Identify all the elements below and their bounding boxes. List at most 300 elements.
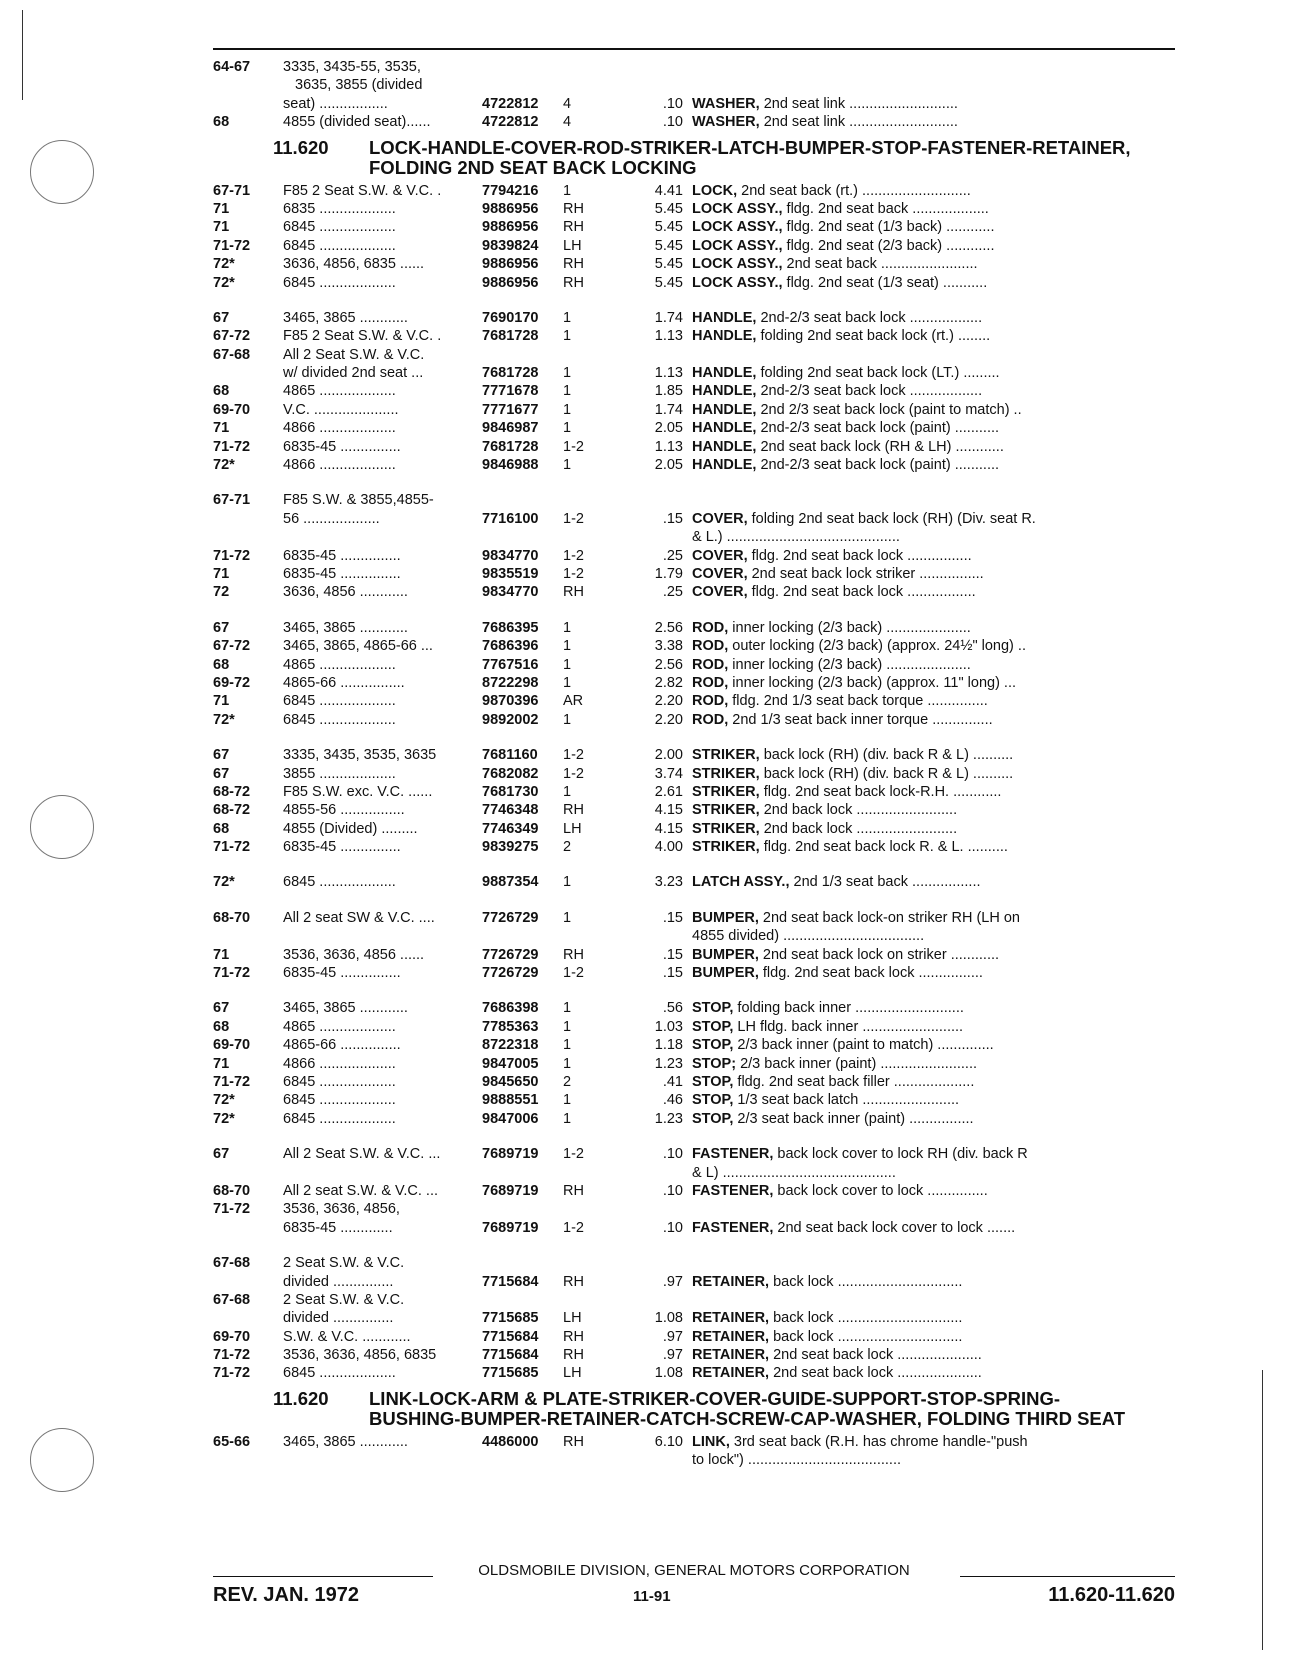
year-range: 67-72: [213, 638, 251, 655]
parts-row: [213, 113, 1175, 131]
quantity: 1: [563, 1110, 572, 1127]
part-number: 7746348: [482, 802, 539, 819]
parts-row: [213, 438, 1175, 456]
year-range: 68: [213, 383, 230, 400]
model-numbers: All 2 Seat S.W. & V.C. ...: [283, 1146, 441, 1163]
year-range: 67: [213, 309, 230, 326]
quantity: 1-2: [563, 965, 584, 982]
part-name: ROD,: [692, 638, 729, 655]
year-range: 71-72: [213, 1365, 251, 1382]
part-description: [692, 327, 1178, 345]
part-name: HANDLE,: [692, 457, 757, 474]
part-number: 9886956: [482, 200, 539, 217]
model-numbers: 4866 ...................: [283, 457, 396, 474]
year-range: 68-72: [213, 802, 251, 819]
model-numbers: All 2 Seat S.W. & V.C.: [283, 346, 425, 363]
part-number: 8722298: [482, 674, 539, 691]
price: 2.56: [654, 656, 683, 673]
part-number: 9834770: [482, 547, 539, 564]
part-description-text: fldg. 2nd 1/3 seat back torque ...............: [728, 693, 988, 710]
price: 5.45: [654, 237, 683, 254]
part-description: [692, 1073, 1178, 1091]
model-numbers: 6835-45 .............: [283, 1219, 393, 1236]
quantity: 1: [563, 674, 572, 691]
part-number: 7686398: [482, 1000, 539, 1017]
part-name: STRIKER,: [692, 747, 760, 764]
part-description: [692, 255, 1178, 273]
model-numbers: 4865 ...................: [283, 383, 396, 400]
year-range: 67: [213, 1146, 230, 1163]
quantity: 1: [563, 182, 572, 199]
part-description: [692, 946, 1178, 964]
quantity: 4: [563, 95, 572, 112]
model-numbers: 6845 ...................: [283, 237, 396, 254]
part-description: [692, 765, 1178, 783]
price: 1.85: [654, 383, 683, 400]
part-description-text: 2nd seat link ...........................: [759, 95, 958, 112]
part-description-text: fldg. 2nd seat (1/3 back) ............: [782, 219, 995, 236]
parts-row: [213, 565, 1175, 583]
part-description: [692, 1164, 1178, 1182]
part-description: [692, 401, 1178, 419]
part-name: FASTENER,: [692, 1146, 774, 1163]
part-number: 7690170: [482, 309, 539, 326]
price: 4.41: [654, 182, 683, 199]
footer-bottom: [213, 1584, 1175, 1612]
parts-row: [213, 58, 1175, 95]
model-numbers: 4866 ...................: [283, 420, 396, 437]
year-range: 64-67: [213, 59, 251, 75]
part-name: LINK,: [692, 1433, 730, 1450]
price: .10: [662, 114, 683, 131]
part-description-text: fldg. 2nd seat back ...................: [782, 200, 989, 217]
year-range: 69-70: [213, 1037, 251, 1054]
part-description-text: back lock ...............................: [769, 1273, 963, 1290]
model-numbers: V.C. .....................: [283, 401, 399, 418]
parts-row: [213, 237, 1175, 255]
quantity: 4: [563, 114, 572, 131]
part-number: 7726729: [482, 946, 539, 963]
parts-row: [213, 909, 1175, 927]
part-name: RETAINER,: [692, 1310, 770, 1327]
part-description: [692, 746, 1178, 764]
scan-edge-line-left: [22, 10, 23, 100]
price: 1.08: [654, 1365, 683, 1382]
group-spacer: [213, 1128, 1175, 1145]
top-rule: [213, 48, 1175, 50]
price: .25: [662, 584, 683, 601]
price: 4.15: [654, 802, 683, 819]
year-range: 72*: [213, 1092, 235, 1109]
binder-hole-middle: [30, 795, 94, 859]
quantity: RH: [563, 256, 584, 273]
part-name: LOCK,: [692, 182, 738, 199]
part-name: STRIKER,: [692, 783, 760, 800]
group-spacer: [213, 1237, 1175, 1254]
part-name: HANDLE,: [692, 383, 757, 400]
price: .10: [662, 95, 683, 112]
part-number: 9835519: [482, 566, 539, 582]
part-description: [692, 783, 1178, 801]
part-description: [692, 274, 1178, 292]
price: 1.23: [654, 1110, 683, 1127]
parts-row: [213, 674, 1175, 692]
quantity: 1: [563, 401, 572, 418]
parts-row: [213, 95, 1175, 113]
parts-row: [213, 382, 1175, 400]
part-number: 7689719: [482, 1219, 539, 1236]
parts-row: [213, 927, 1175, 945]
parts-row: [213, 1433, 1175, 1451]
part-description: [692, 999, 1178, 1017]
part-number: 9887354: [482, 874, 539, 891]
part-description-text: fldg. 2nd seat back lock-R.H. ............: [759, 783, 1002, 800]
part-name: BUMPER,: [692, 965, 759, 982]
part-description-text: folding back inner ...........................: [733, 1000, 964, 1017]
year-range: 71: [213, 566, 230, 582]
parts-row: [213, 1073, 1175, 1091]
quantity: 1: [563, 638, 572, 655]
part-description-text: & L) ...........................................: [692, 1164, 896, 1181]
part-description-text: folding 2nd seat back lock (RH) (Div. seat R.: [747, 510, 1036, 527]
year-range: 72: [213, 584, 230, 601]
group-spacer: [213, 602, 1175, 619]
price: .10: [662, 1146, 683, 1163]
division-line: [213, 1562, 1175, 1582]
year-range: 69-72: [213, 674, 251, 691]
parts-row: [213, 619, 1175, 637]
parts-row: [213, 873, 1175, 891]
parts-row: [213, 528, 1175, 546]
part-name: STOP,: [692, 1018, 734, 1035]
price: 4.15: [654, 820, 683, 837]
part-number: 9839275: [482, 839, 539, 856]
part-description-text: 2nd seat link ...........................: [759, 114, 958, 131]
model-numbers: 4855-56 ................: [283, 802, 405, 819]
part-description-text: inner locking (2/3 back) .....................: [728, 656, 971, 673]
parts-row: [213, 1346, 1175, 1364]
part-description-text: 2nd seat back lock .....................: [769, 1365, 982, 1382]
part-description: [692, 1364, 1178, 1382]
model-numbers: 4866 ...................: [283, 1055, 396, 1072]
part-description: [692, 95, 1178, 113]
quantity: RH: [563, 1182, 584, 1199]
part-name: STRIKER,: [692, 820, 760, 837]
year-range: 72*: [213, 1110, 235, 1127]
parts-row: [213, 1273, 1175, 1291]
part-name: WASHER,: [692, 114, 760, 131]
quantity: RH: [563, 1273, 584, 1290]
model-numbers: 3465, 3865 ............: [283, 1000, 408, 1017]
part-name: RETAINER,: [692, 1273, 770, 1290]
part-name: HANDLE,: [692, 309, 757, 326]
part-description-text: 2nd seat back lock striker ................: [747, 566, 984, 582]
parts-row: [213, 1164, 1175, 1182]
part-description-text: inner locking (2/3 back) (approx. 11" long) ...: [728, 674, 1017, 691]
quantity: 1-2: [563, 566, 584, 582]
parts-row: [213, 1018, 1175, 1036]
price: 4.00: [654, 839, 683, 856]
part-number: 7715684: [482, 1273, 539, 1290]
part-description: [692, 510, 1178, 528]
year-range: 71-72: [213, 965, 251, 982]
year-range: 72*: [213, 874, 235, 891]
model-numbers: F85 2 Seat S.W. & V.C. .: [283, 328, 442, 345]
part-description-text: 2/3 seat back inner (paint) ................: [733, 1110, 974, 1127]
part-description-text: 1/3 seat back latch ........................: [733, 1092, 960, 1109]
parts-row: [213, 346, 1175, 364]
part-description: [692, 113, 1178, 131]
binder-hole-bottom: [30, 1428, 94, 1492]
quantity: LH: [563, 237, 582, 254]
year-range: 68-72: [213, 783, 251, 800]
part-description: [692, 1182, 1178, 1200]
year-range: 72*: [213, 711, 235, 728]
year-range: 67-71: [213, 492, 251, 509]
footer-rule-left: [213, 1576, 433, 1577]
price: 5.45: [654, 200, 683, 217]
model-numbers: 6845 ...................: [283, 1110, 396, 1127]
quantity: 1: [563, 1037, 572, 1054]
quantity: 1: [563, 619, 572, 636]
model-numbers: 3465, 3865 ............: [283, 309, 408, 326]
parts-row: [213, 327, 1175, 345]
part-description: [692, 1036, 1178, 1054]
year-range: 68-70: [213, 1182, 251, 1199]
parts-row: [213, 1364, 1175, 1382]
part-description: [692, 873, 1178, 891]
parts-row: [213, 364, 1175, 382]
model-numbers: 3636, 4856, 6835 ......: [283, 256, 425, 273]
part-description: [692, 547, 1178, 565]
model-numbers: 3855 ...................: [283, 765, 396, 782]
model-numbers: 4865 ...................: [283, 656, 396, 673]
quantity: RH: [563, 219, 584, 236]
part-description: [692, 820, 1178, 838]
part-description: [692, 1145, 1178, 1163]
footer-rule-right: [960, 1576, 1175, 1577]
model-numbers: 3465, 3865, 4865-66 ...: [283, 638, 433, 655]
part-description-text: fldg. 2nd seat (1/3 seat) ...........: [782, 274, 988, 291]
part-number: 7686396: [482, 638, 539, 655]
part-name: WASHER,: [692, 95, 760, 112]
model-numbers: All 2 seat SW & V.C. ....: [283, 909, 435, 926]
model-numbers: divided ...............: [283, 1273, 394, 1290]
part-name: ROD,: [692, 693, 729, 710]
quantity: 1-2: [563, 765, 584, 782]
group-spacer: [213, 856, 1175, 873]
part-number: 7686395: [482, 619, 539, 636]
year-range: 71: [213, 200, 230, 217]
model-numbers: seat) .................: [283, 95, 388, 112]
part-description-text: back lock ...............................: [769, 1328, 963, 1345]
model-numbers: 6835 ...................: [283, 200, 396, 217]
price: 2.00: [654, 747, 683, 764]
part-name: COVER,: [692, 566, 748, 582]
year-range: 67: [213, 747, 230, 764]
parts-row: [213, 1451, 1175, 1469]
parts-row: [213, 999, 1175, 1017]
parts-row: [213, 491, 1175, 509]
price: 1.13: [654, 328, 683, 345]
part-number: 7726729: [482, 909, 539, 926]
part-description-text: 3rd seat back (R.H. has chrome handle-"push: [729, 1433, 1028, 1450]
part-description: [692, 1433, 1178, 1451]
part-name: ROD,: [692, 656, 729, 673]
part-description: [692, 382, 1178, 400]
price: .97: [662, 1328, 683, 1345]
parts-row: [213, 274, 1175, 292]
part-description: [692, 200, 1178, 218]
parts-row: [213, 1145, 1175, 1163]
part-description: [692, 1091, 1178, 1109]
part-name: LOCK ASSY.,: [692, 200, 783, 217]
price: .46: [662, 1092, 683, 1109]
year-range: 71: [213, 420, 230, 437]
parts-row: [213, 1309, 1175, 1327]
price: .97: [662, 1273, 683, 1290]
quantity: 1: [563, 365, 572, 382]
year-range: 68: [213, 656, 230, 673]
quantity: 1-2: [563, 1219, 584, 1236]
parts-row: [213, 1291, 1175, 1309]
model-numbers: w/ divided 2nd seat ...: [283, 365, 424, 382]
price: .56: [662, 1000, 683, 1017]
part-description: [692, 1273, 1178, 1291]
model-numbers: 4865-66 ................: [283, 674, 405, 691]
part-number: 7794216: [482, 182, 539, 199]
part-description-text: fldg. 2nd seat back lock ................: [758, 965, 983, 982]
part-name: STRIKER,: [692, 765, 760, 782]
price: 3.23: [654, 874, 683, 891]
parts-catalog-page: [213, 48, 1175, 1470]
quantity: 1: [563, 909, 572, 926]
parts-row: [213, 656, 1175, 674]
price: 2.56: [654, 619, 683, 636]
year-range: 69-70: [213, 401, 251, 418]
part-name: COVER,: [692, 510, 748, 527]
price: 3.74: [654, 765, 683, 782]
part-description-text: outer locking (2/3 back) (approx. 24½" long) ..: [728, 638, 1026, 655]
part-name: HANDLE,: [692, 438, 757, 455]
model-numbers: 6845 ...................: [283, 1073, 396, 1090]
part-number: 7681728: [482, 365, 539, 382]
part-name: RETAINER,: [692, 1328, 770, 1345]
part-name: HANDLE,: [692, 420, 757, 437]
part-number: 4722812: [482, 114, 539, 131]
quantity: RH: [563, 1328, 584, 1345]
part-number: 9886956: [482, 219, 539, 236]
price: .97: [662, 1347, 683, 1364]
page-number: 11-91: [633, 1588, 671, 1605]
quantity: RH: [563, 946, 584, 963]
price: 1.18: [654, 1037, 683, 1054]
model-numbers: 4865 ...................: [283, 1018, 396, 1035]
part-description-text: back lock (RH) (div. back R & L) ..........: [759, 765, 1014, 782]
model-numbers: 6845 ...................: [283, 711, 396, 728]
year-range: 68: [213, 114, 230, 131]
quantity: 1-2: [563, 438, 584, 455]
part-number: 7715685: [482, 1365, 539, 1382]
year-range: 67: [213, 1000, 230, 1017]
part-name: RETAINER,: [692, 1365, 770, 1382]
quantity: AR: [563, 693, 584, 710]
group-spacer: [213, 292, 1175, 309]
price: 2.20: [654, 693, 683, 710]
section-title: LOCK-HANDLE-COVER-ROD-STRIKER-LATCH-BUMPER-STOP-FASTENER-RETAINER, FOLDING 2ND SEAT BACK LOCKING: [369, 136, 1131, 178]
part-description-text: 2/3 back inner (paint to match) ..............: [733, 1037, 994, 1054]
parts-row: [213, 820, 1175, 838]
part-description-text: 2nd-2/3 seat back lock (paint) ...........: [756, 457, 1000, 474]
year-range: 71: [213, 693, 230, 710]
part-description-text: back lock cover to lock RH (div. back R: [773, 1146, 1028, 1163]
year-range: 71-72: [213, 547, 251, 564]
part-description-text: 4855 divided) ...................................: [692, 928, 925, 945]
part-number: 9886956: [482, 274, 539, 291]
group-spacer: [213, 982, 1175, 999]
part-description: [692, 237, 1178, 255]
part-description: [692, 674, 1178, 692]
part-description: [692, 438, 1178, 456]
year-range: 68-70: [213, 909, 251, 926]
quantity: 2: [563, 1073, 572, 1090]
part-description: [692, 964, 1178, 982]
model-numbers: 6835-45 ...............: [283, 839, 401, 856]
part-description-text: back lock ...............................: [769, 1310, 963, 1327]
model-numbers-continued: 3635, 3855 (divided: [295, 77, 423, 94]
part-description-text: 2nd seat back ........................: [782, 256, 978, 273]
quantity: 2: [563, 839, 572, 856]
part-number: 4722812: [482, 95, 539, 112]
part-number: 7716100: [482, 510, 539, 527]
model-numbers: 4855 (divided seat)......: [283, 114, 431, 131]
year-range: 72*: [213, 256, 235, 273]
model-numbers: 3465, 3865 ............: [283, 1433, 408, 1450]
part-number: 7785363: [482, 1018, 539, 1035]
year-range: 71: [213, 946, 230, 963]
price: 2.82: [654, 674, 683, 691]
model-numbers: 3636, 4856 ............: [283, 584, 408, 601]
group-number: 11.620: [273, 136, 329, 158]
part-number: 7689719: [482, 1146, 539, 1163]
part-description: [692, 927, 1178, 945]
quantity: 1: [563, 420, 572, 437]
part-description-text: fldg. 2nd seat back lock R. & L. ..........: [759, 839, 1008, 856]
parts-row: [213, 218, 1175, 236]
model-numbers: 6835-45 ...............: [283, 547, 401, 564]
price: 5.45: [654, 274, 683, 291]
part-number: 9886956: [482, 256, 539, 273]
part-name: FASTENER,: [692, 1182, 774, 1199]
quantity: LH: [563, 820, 582, 837]
price: 2.05: [654, 457, 683, 474]
part-description: [692, 583, 1178, 601]
part-number: 9839824: [482, 237, 539, 254]
parts-row: [213, 1200, 1175, 1218]
model-numbers: 6845 ...................: [283, 1365, 396, 1382]
quantity: RH: [563, 584, 584, 601]
part-number: 7715684: [482, 1328, 539, 1345]
part-name: STRIKER,: [692, 839, 760, 856]
part-name: FASTENER,: [692, 1219, 774, 1236]
part-name: LOCK ASSY.,: [692, 219, 783, 236]
model-numbers: divided ...............: [283, 1310, 394, 1327]
year-range: 67: [213, 765, 230, 782]
part-description-text: back lock cover to lock ...............: [773, 1182, 988, 1199]
part-description-text: 2nd-2/3 seat back lock ..................: [756, 309, 983, 326]
parts-row: [213, 1328, 1175, 1346]
part-description: [692, 801, 1178, 819]
